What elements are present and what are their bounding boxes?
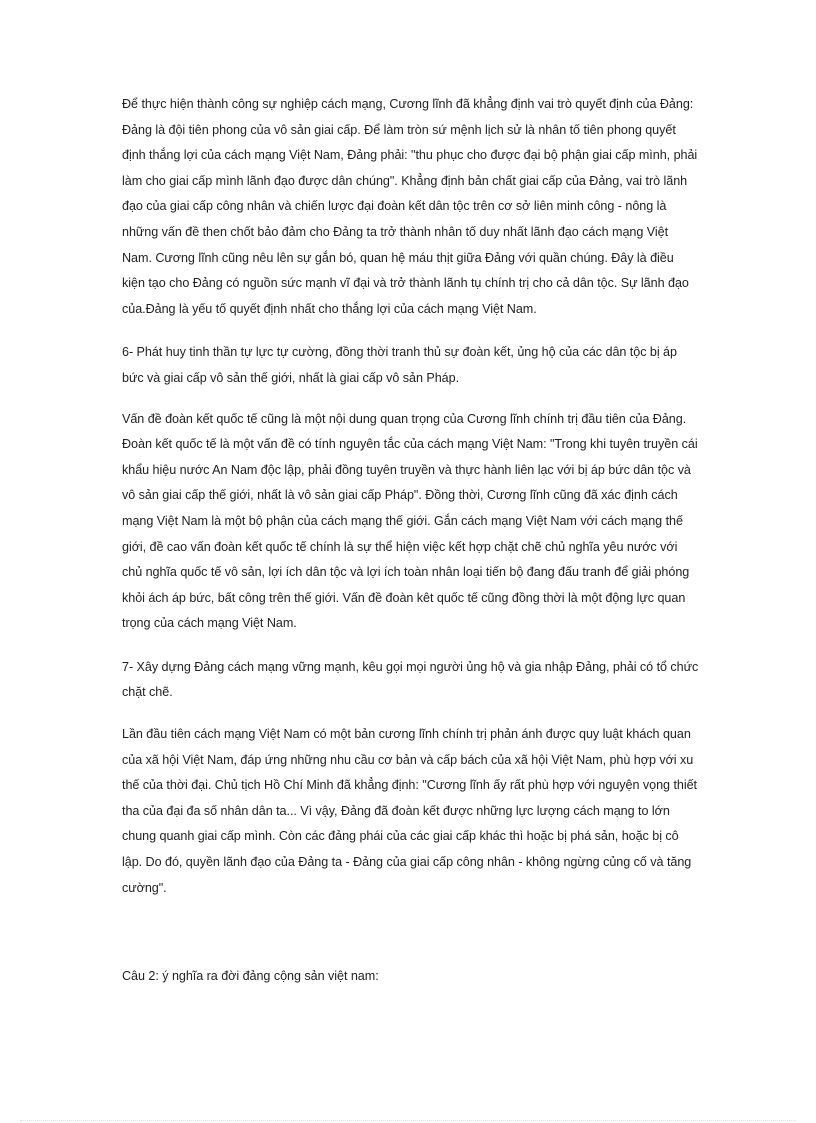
paragraph-international-solidarity: Vấn đề đoàn kết quốc tế cũng là một nội dung quan trọng của Cương lĩnh chính trị đầu tiên của Đảng. Đoàn kết quốc tế là một vấn đề có tính nguyên tắc của cách mạng Việt Nam: "Trong khi tuyên truyền cái khẩu hiệu nước An Nam độc lập, phải đồng tuyên truyền và thực hành liên lạc với bị áp bức dân tộc và vô sản giai cấp thế giới, nhất là vô sản giai cấp Pháp". Đồng thời, Cương lĩnh cũng đã xác định cách mạng Việt Nam là một bộ phận của cách mạng thế giới. Gắn cách mạng Việt Nam với cách mạng thế giới, đề cao vấn đoàn kết quốc tế chính là sự thể hiện việc kết hợp chặt chẽ chủ nghĩa yêu nước với chủ nghĩa quốc tế vô sản, lợi ích dân tộc và lợi ích toàn nhân loại tiến bộ đang đấu tranh để giải phóng khỏi ách áp bức, bất công trên thế giới. Vấn đề đoàn kêt quốc tế cũng đồng thời là một động lực quan trọng của cách mạng Việt Nam. [122, 411, 698, 631]
paragraph-section-7-heading: 7- Xây dựng Đảng cách mạng vững mạnh, kêu gọi mọi người ủng hộ và gia nhập Đảng, phải có tổ chức chặt chẽ. [122, 659, 699, 700]
paragraph-section-6-heading: 6- Phát huy tinh thần tự lực tự cường, đồng thời tranh thủ sự đoàn kết, ủng hộ của các dân tộc bị áp bức và giai cấp vô sản thế giới, nhất là giai cấp vô sản Pháp. [122, 345, 677, 385]
page-bottom-divider [20, 1120, 796, 1121]
paragraph-first-political-platform: Lần đầu tiên cách mạng Việt Nam có một bản cương lĩnh chính trị phản ánh được quy luật khách quan của xã hội Việt Nam, đáp ứng những nhu cầu cơ bản và cấp bách của xã hội Việt Nam, phù hợp với xu thế của thời đại. Chủ tịch Hồ Chí Minh đã khẳng định: "Cương lĩnh ấy rất phù hợp với nguyện vọng thiết tha của đại đa số nhân dân ta... Vì vậy, Đảng đã đoàn kết được những lực lượng cách mạng to lớn chung quanh giai cấp mình. Còn các đảng phái của các giai cấp khác thì hoặc bị phá sản, hoặc bị cô lập. Do đó, quyền lãnh đạo của Đảng ta - Đảng của giai cấp công nhân - không ngừng củng cố và tăng cường". [122, 727, 698, 895]
document-body [122, 92, 700, 990]
question-2-heading: Câu 2: ý nghĩa ra đời đảng cộng sản việt nam: [122, 969, 379, 984]
paragraph-party-leadership-role: Để thực hiện thành công sự nghiệp cách mạng, Cương lĩnh đã khẳng định vai trò quyết định của Đảng: Đảng là đội tiên phong của vô sản giai cấp. Để làm tròn sứ mệnh lịch sử là nhân tố tiên phong quyết định thắng lợi của cách mạng Việt Nam, Đảng phải: "thu phục cho được đại bộ phận giai cấp mình, phải làm cho giai cấp mình lãnh đạo được dân chúng". Khẳng định bản chất giai cấp của Đảng, vai trò lãnh đạo của giai cấp công nhân và chiến lược đại đoàn kết dân tộc trên cơ sở liên minh công - nông là những vấn đề then chốt bảo đảm cho Đảng ta trở thành nhân tố duy nhất lãnh đạo cách mạng Việt Nam. Cương lĩnh cũng nêu lên sự gắn bó, quan hệ máu thịt giữa Đảng với quần chúng. Đây là điều kiện tạo cho Đảng có nguồn sức mạnh vĩ đại và trở thành lãnh tụ chính trị cho cả dân tộc. Sự lãnh đạo của.Đảng là yếu tố quyết định nhất cho thắng lợi của cách mạng Việt Nam. [122, 97, 698, 316]
